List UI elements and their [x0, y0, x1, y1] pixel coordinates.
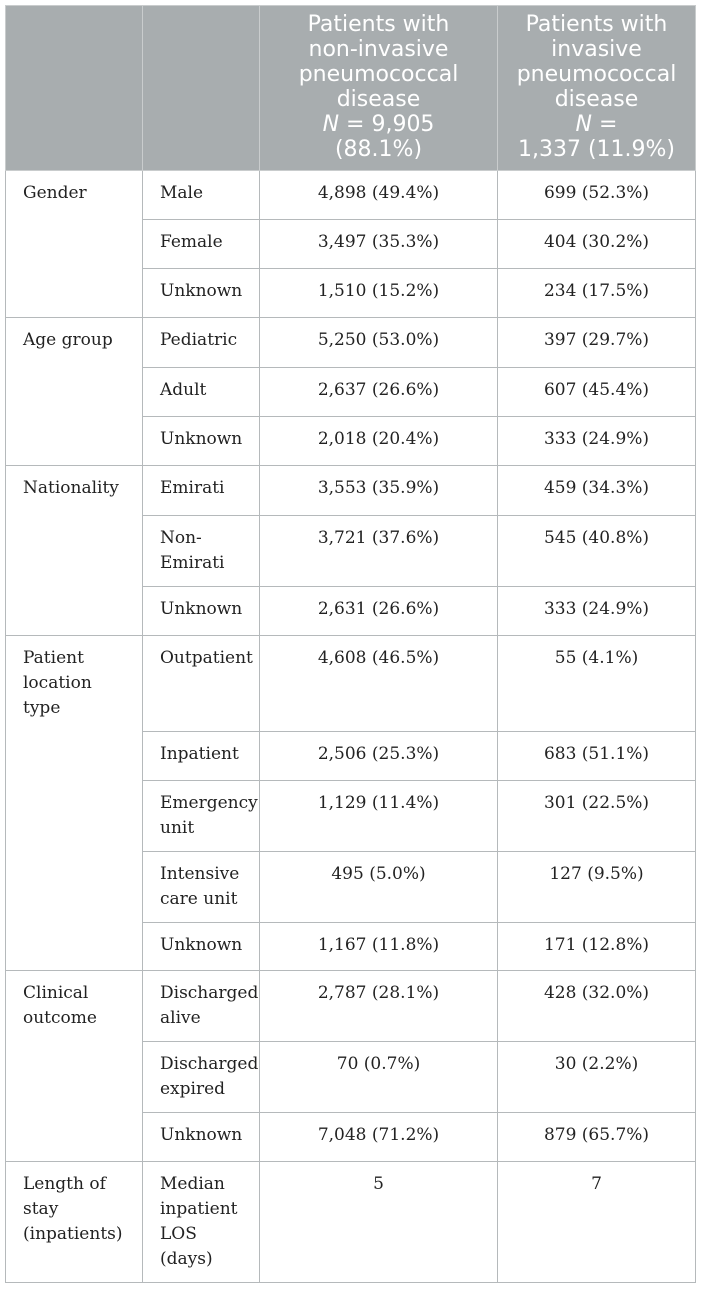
header-invasive: [498, 6, 696, 171]
category-cell: Unknown: [143, 923, 260, 971]
invasive-cell: 404 (30.2%): [498, 220, 696, 269]
category-cell: Male: [143, 171, 260, 220]
category-cell: Pediatric: [143, 318, 260, 368]
header-empty-1: [6, 6, 143, 171]
invasive-cell: 699 (52.3%): [498, 171, 696, 220]
table-row: [6, 466, 696, 516]
noninvasive-cell: 70 (0.7%): [260, 1042, 498, 1113]
invasive-cell: 428 (32.0%): [498, 971, 696, 1042]
table-row: [6, 1162, 696, 1283]
category-cell: Discharged alive: [143, 971, 260, 1042]
category-cell: Adult: [143, 368, 260, 417]
category-cell: Unknown: [143, 417, 260, 466]
noninvasive-cell: 2,631 (26.6%): [260, 587, 498, 636]
invasive-cell: 459 (34.3%): [498, 466, 696, 516]
invasive-cell: 301 (22.5%): [498, 781, 696, 852]
category-cell: Outpatient: [143, 636, 260, 732]
header-invasive-line4: disease: [554, 87, 639, 112]
category-cell: Female: [143, 220, 260, 269]
header-invasive-line2: invasive: [551, 37, 642, 62]
header-noninvasive-pct: (88.1%): [334, 137, 423, 162]
category-cell: Emirati: [143, 466, 260, 516]
category-cell: Intensive care unit: [143, 852, 260, 923]
invasive-cell: 545 (40.8%): [498, 516, 696, 587]
header-noninvasive-line3: pneumococcal: [298, 62, 459, 87]
noninvasive-cell: 495 (5.0%): [260, 852, 498, 923]
header-invasive-pct: 1,337 (11.9%): [517, 137, 676, 162]
group-label-clinical-outcome: Clinical outcome: [6, 971, 143, 1162]
group-label-length-of-stay: Length of stay (inpatients): [6, 1162, 143, 1283]
category-cell: Unknown: [143, 1113, 260, 1162]
noninvasive-cell: 5,250 (53.0%): [260, 318, 498, 368]
category-cell: Median inpatient LOS (days): [143, 1162, 260, 1283]
noninvasive-cell: 5: [260, 1162, 498, 1283]
noninvasive-cell: 7,048 (71.2%): [260, 1113, 498, 1162]
header-invasive-n-value: =: [592, 112, 618, 137]
noninvasive-cell: 1,129 (11.4%): [260, 781, 498, 852]
category-cell: Inpatient: [143, 732, 260, 781]
header-noninvasive-line2: non-invasive: [308, 37, 449, 62]
noninvasive-cell: 2,787 (28.1%): [260, 971, 498, 1042]
category-cell: Unknown: [143, 269, 260, 318]
table-row: [6, 318, 696, 368]
noninvasive-cell: 4,898 (49.4%): [260, 171, 498, 220]
invasive-cell: 683 (51.1%): [498, 732, 696, 781]
group-label-nationality: Nationality: [6, 466, 143, 636]
noninvasive-cell: 3,497 (35.3%): [260, 220, 498, 269]
header-noninvasive-line1: Patients with: [307, 12, 450, 37]
invasive-cell: 7: [498, 1162, 696, 1283]
header-invasive-line3: pneumococcal: [516, 62, 677, 87]
header-empty-2: [143, 6, 260, 171]
noninvasive-cell: 1,510 (15.2%): [260, 269, 498, 318]
header-noninvasive: [260, 6, 498, 171]
invasive-cell: 333 (24.9%): [498, 417, 696, 466]
invasive-cell: 55 (4.1%): [498, 636, 696, 732]
header-noninvasive-line4: disease: [336, 87, 421, 112]
table-row: [6, 171, 696, 220]
header-row: [6, 6, 696, 171]
noninvasive-cell: 1,167 (11.8%): [260, 923, 498, 971]
table-row: [6, 636, 696, 732]
header-invasive-n-label: N: [575, 112, 593, 137]
noninvasive-cell: 2,637 (26.6%): [260, 368, 498, 417]
category-cell: Non-Emirati: [143, 516, 260, 587]
invasive-cell: 333 (24.9%): [498, 587, 696, 636]
noninvasive-cell: 2,018 (20.4%): [260, 417, 498, 466]
category-cell: Unknown: [143, 587, 260, 636]
group-label-age-group: Age group: [6, 318, 143, 466]
invasive-cell: 397 (29.7%): [498, 318, 696, 368]
header-invasive-line1: Patients with: [525, 12, 668, 37]
invasive-cell: 30 (2.2%): [498, 1042, 696, 1113]
noninvasive-cell: 4,608 (46.5%): [260, 636, 498, 732]
demographics-table: [5, 5, 696, 1283]
invasive-cell: 607 (45.4%): [498, 368, 696, 417]
invasive-cell: 879 (65.7%): [498, 1113, 696, 1162]
header-noninvasive-n-label: N: [322, 112, 340, 137]
invasive-cell: 127 (9.5%): [498, 852, 696, 923]
category-cell: Discharged expired: [143, 1042, 260, 1113]
invasive-cell: 171 (12.8%): [498, 923, 696, 971]
group-label-patient-location-type: Patient location type: [6, 636, 143, 971]
table-row: [6, 971, 696, 1042]
invasive-cell: 234 (17.5%): [498, 269, 696, 318]
header-noninvasive-n-value: = 9,905: [339, 112, 435, 137]
group-label-gender: Gender: [6, 171, 143, 318]
noninvasive-cell: 3,721 (37.6%): [260, 516, 498, 587]
noninvasive-cell: 2,506 (25.3%): [260, 732, 498, 781]
category-cell: Emergency unit: [143, 781, 260, 852]
noninvasive-cell: 3,553 (35.9%): [260, 466, 498, 516]
